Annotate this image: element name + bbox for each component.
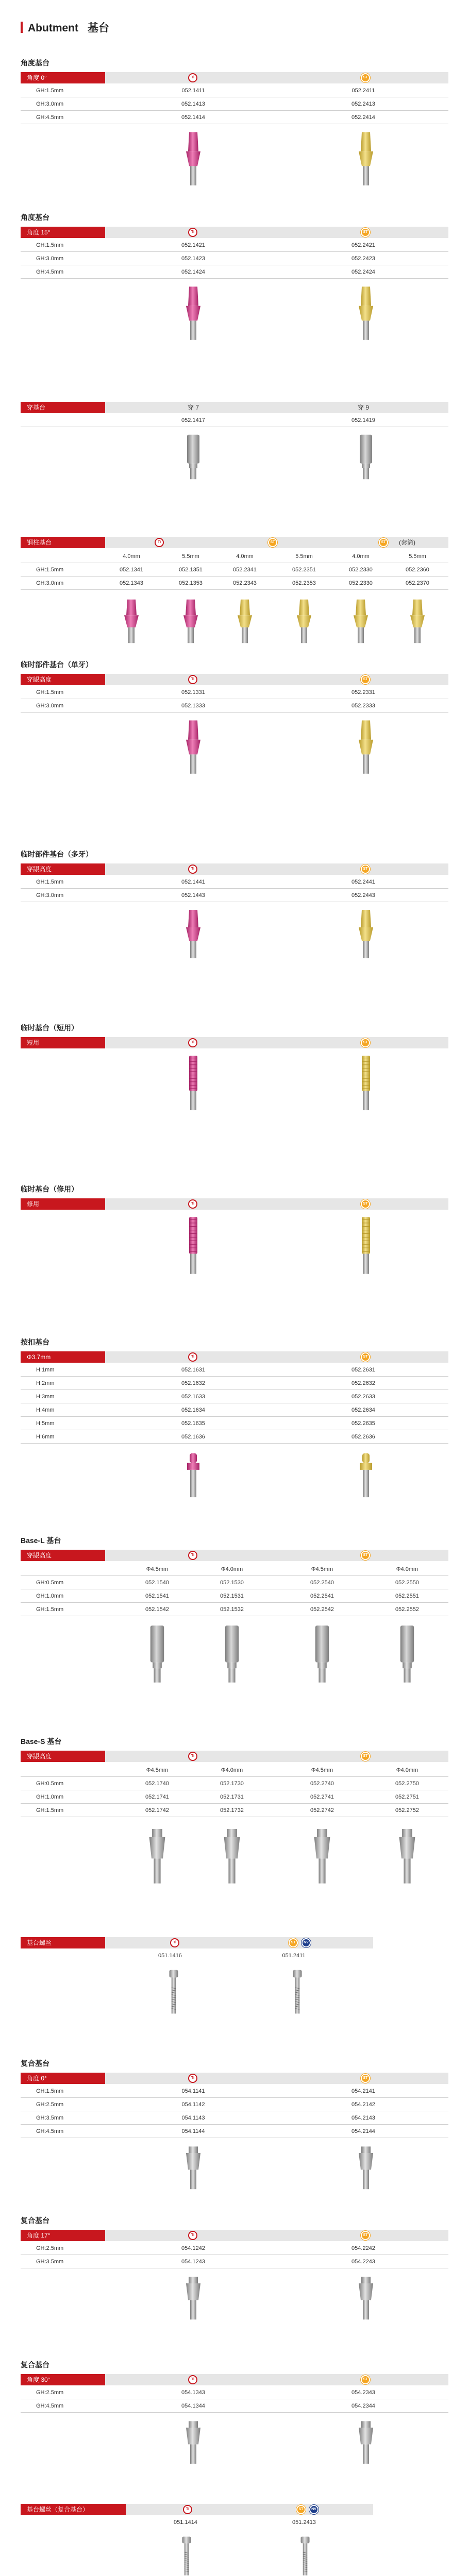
header-strip bbox=[105, 1351, 448, 1363]
st-material-badge: ST bbox=[361, 2231, 370, 2240]
angle-part-image bbox=[234, 598, 255, 644]
row-divider bbox=[21, 1376, 448, 1377]
header-accent-bar bbox=[21, 22, 23, 33]
part-number: 052.1441 bbox=[181, 879, 205, 885]
section-label: 角度 17° bbox=[21, 2230, 105, 2241]
column-header: 5.5mm bbox=[409, 553, 426, 560]
row-label: GH:2.5mm bbox=[36, 2245, 64, 2251]
screw-part-image bbox=[178, 2536, 195, 2576]
row-label: GH:1.5mm bbox=[36, 2088, 64, 2094]
cyl-part-image bbox=[356, 434, 376, 480]
section-title: 按扣基台 bbox=[21, 1338, 49, 1346]
part-number: 052.1333 bbox=[181, 703, 205, 709]
part-number: 052.2634 bbox=[351, 1407, 375, 1413]
header-strip bbox=[105, 1751, 448, 1762]
part-number: 052.2742 bbox=[310, 1807, 334, 1814]
header-strip bbox=[105, 1198, 448, 1210]
part-number: 054.1142 bbox=[181, 2102, 205, 2108]
column-header: Φ4.0mm bbox=[221, 1767, 243, 1773]
section-label: 穿龈高度 bbox=[21, 1550, 105, 1561]
part-number: 054.2142 bbox=[351, 2102, 375, 2108]
row-label: H:4mm bbox=[36, 1407, 55, 1413]
part-number: 052.2351 bbox=[292, 567, 316, 573]
row-label-header bbox=[36, 554, 59, 562]
nv-material-badge: NV bbox=[309, 2505, 319, 2514]
angle-part-image bbox=[356, 908, 376, 959]
part-number: 052.1343 bbox=[120, 580, 143, 586]
column-header: Φ4.0mm bbox=[396, 1767, 418, 1773]
page-header bbox=[21, 20, 109, 35]
part-number: 052.1532 bbox=[220, 1606, 244, 1613]
row-label: GH:1.5mm bbox=[36, 1606, 64, 1613]
cyl-part-image bbox=[311, 1624, 333, 1684]
row-label: GH:0.5mm bbox=[36, 1781, 64, 1787]
section-title: 角度基台 bbox=[21, 213, 49, 222]
part-number: 052.1443 bbox=[181, 892, 205, 899]
part-number: 052.2330 bbox=[349, 567, 373, 573]
row-divider bbox=[21, 712, 448, 713]
part-number: 052.1732 bbox=[220, 1807, 244, 1814]
row-divider bbox=[21, 1803, 448, 1804]
section-label: 基台螺丝（复合基台） bbox=[21, 2504, 126, 2515]
part-number: 054.2242 bbox=[351, 2245, 375, 2251]
part-number: 052.2633 bbox=[351, 1394, 375, 1400]
header-strip bbox=[126, 2504, 373, 2515]
ti-material-badge: Ti bbox=[170, 1938, 179, 1947]
part-number: 052.2551 bbox=[395, 1593, 419, 1599]
part-number: 054.2343 bbox=[351, 2389, 375, 2396]
column-header: Φ4.5mm bbox=[311, 1566, 333, 1572]
part-number: 051.1414 bbox=[174, 2519, 197, 2526]
part-number: 052.2370 bbox=[406, 580, 429, 586]
post-part-image bbox=[183, 1055, 204, 1111]
ti-material-badge: Ti bbox=[188, 1038, 197, 1047]
part-number: 054.1144 bbox=[181, 2128, 205, 2134]
section-title: 临时部件基台（多牙） bbox=[21, 850, 93, 858]
row-label: GH:3.0mm bbox=[36, 101, 64, 107]
row-label: GH:3.0mm bbox=[36, 892, 64, 899]
row-label: GH:1.0mm bbox=[36, 1794, 64, 1800]
ti-material-badge: Ti bbox=[188, 865, 197, 874]
part-number: 051.1416 bbox=[158, 1953, 182, 1959]
part-number: 052.2541 bbox=[310, 1593, 334, 1599]
header-strip bbox=[105, 2230, 448, 2241]
multi-part-image bbox=[396, 1825, 418, 1885]
row-label: GH:2.5mm bbox=[36, 2102, 64, 2108]
ti-material-badge: Ti bbox=[188, 2074, 197, 2083]
st-material-badge: ST bbox=[379, 538, 388, 547]
part-number: 054.2141 bbox=[351, 2088, 375, 2094]
angle-part-image bbox=[180, 598, 201, 644]
part-number: 051.2413 bbox=[292, 2519, 316, 2526]
column-header: Φ4.5mm bbox=[146, 1767, 169, 1773]
section-label: 钢柱基台 bbox=[21, 537, 105, 548]
part-number: 052.2333 bbox=[351, 703, 375, 709]
part-number: 054.1141 bbox=[181, 2088, 205, 2094]
header-strip bbox=[105, 72, 448, 83]
section-label: 修用 bbox=[21, 1198, 105, 1210]
header-strip bbox=[105, 227, 448, 238]
multi-part-image bbox=[183, 2144, 204, 2190]
multi-part-image bbox=[146, 1825, 169, 1885]
section-title: Base-S 基台 bbox=[21, 1737, 62, 1745]
part-number: 052.1740 bbox=[145, 1781, 169, 1787]
ti-material-badge: Ti bbox=[188, 228, 197, 237]
part-number: 052.2751 bbox=[395, 1794, 419, 1800]
part-number: 052.2414 bbox=[351, 114, 375, 121]
ti-material-badge: Ti bbox=[188, 2231, 197, 2240]
post-part-image bbox=[183, 1216, 204, 1275]
column-header: Φ4.5mm bbox=[146, 1566, 169, 1572]
part-number: 054.1343 bbox=[181, 2389, 205, 2396]
row-label: GH:1.0mm bbox=[36, 1593, 64, 1599]
section-title: 复合基台 bbox=[21, 2216, 49, 2225]
part-number: 054.1143 bbox=[181, 2115, 205, 2121]
part-number: 052.1631 bbox=[181, 1367, 205, 1373]
st-material-badge: ST bbox=[361, 1038, 370, 1047]
part-number: 052.1414 bbox=[181, 114, 205, 121]
st-material-badge: ST bbox=[268, 538, 277, 547]
row-label: H:2mm bbox=[36, 1380, 55, 1386]
nv-material-badge: NV bbox=[301, 1938, 311, 1947]
part-number: 052.1635 bbox=[181, 1420, 205, 1427]
row-label: GH:0.5mm bbox=[36, 1580, 64, 1586]
part-number: 052.1742 bbox=[145, 1807, 169, 1814]
part-number: 052.1331 bbox=[181, 689, 205, 696]
part-number: 052.2550 bbox=[395, 1580, 419, 1586]
column-header: (套筒) bbox=[399, 539, 415, 546]
part-number: 052.1423 bbox=[181, 256, 205, 262]
cyl-part-image bbox=[146, 1624, 169, 1684]
multi-part-image bbox=[356, 2144, 376, 2190]
part-number: 052.2631 bbox=[351, 1367, 375, 1373]
row-divider bbox=[21, 1575, 448, 1576]
part-number: 052.2741 bbox=[310, 1794, 334, 1800]
post-part-image bbox=[356, 1055, 376, 1111]
part-number: 052.2343 bbox=[233, 580, 257, 586]
ti-material-badge: Ti bbox=[188, 1752, 197, 1761]
section-label: 短用 bbox=[21, 1037, 105, 1048]
part-number: 054.2243 bbox=[351, 2259, 375, 2265]
part-number: 054.2344 bbox=[351, 2403, 375, 2409]
st-material-badge: ST bbox=[361, 675, 370, 684]
cyl-part-image bbox=[221, 1624, 243, 1684]
row-divider bbox=[21, 1443, 448, 1444]
row-label: H:6mm bbox=[36, 1434, 55, 1440]
row-label: GH:1.5mm bbox=[36, 879, 64, 885]
part-number: 052.2423 bbox=[351, 256, 375, 262]
multi-part-image bbox=[183, 2274, 204, 2320]
angle-part-image bbox=[183, 908, 204, 959]
part-number: 052.2636 bbox=[351, 1434, 375, 1440]
part-number: 052.2341 bbox=[233, 567, 257, 573]
column-header: 4.0mm bbox=[236, 553, 254, 560]
ti-material-badge: Ti bbox=[188, 73, 197, 82]
st-material-badge: ST bbox=[361, 73, 370, 82]
row-label: GH:4.5mm bbox=[36, 114, 64, 121]
row-label: H:5mm bbox=[36, 1420, 55, 1427]
section-label: 穿龈高度 bbox=[21, 1751, 105, 1762]
section-label: 穿龈高度 bbox=[21, 674, 105, 685]
part-number: 052.1417 bbox=[181, 417, 205, 423]
row-label: GH:3.5mm bbox=[36, 2115, 64, 2121]
part-number: 052.1741 bbox=[145, 1794, 169, 1800]
part-number: 052.2353 bbox=[292, 580, 316, 586]
part-number: 054.1344 bbox=[181, 2403, 205, 2409]
section-title: 角度基台 bbox=[21, 59, 49, 67]
row-divider bbox=[21, 1389, 448, 1390]
cyl-part-image bbox=[396, 1624, 418, 1684]
row-divider bbox=[21, 1416, 448, 1417]
section-label: 角度 30° bbox=[21, 2374, 105, 2385]
section-title: 复合基台 bbox=[21, 2059, 49, 2067]
section-label: 基台螺丝 bbox=[21, 1937, 105, 1948]
row-label: GH:4.5mm bbox=[36, 269, 64, 275]
angle-part-image bbox=[407, 598, 428, 644]
st-material-badge: ST bbox=[296, 2505, 306, 2514]
multi-part-image bbox=[356, 2274, 376, 2320]
column-header: 穿 9 bbox=[357, 404, 369, 411]
part-number: 052.2421 bbox=[351, 242, 375, 248]
part-number: 052.1634 bbox=[181, 1407, 205, 1413]
st-material-badge: ST bbox=[361, 1199, 370, 1209]
part-number: 054.1243 bbox=[181, 2259, 205, 2265]
part-number: 052.1531 bbox=[220, 1593, 244, 1599]
row-divider bbox=[21, 589, 448, 590]
row-label: GH:4.5mm bbox=[36, 2403, 64, 2409]
header-strip bbox=[105, 1550, 448, 1561]
part-number: 052.1424 bbox=[181, 269, 205, 275]
angle-part-image bbox=[121, 598, 142, 644]
header-strip bbox=[105, 2374, 448, 2385]
row-label: GH:1.5mm bbox=[36, 88, 64, 94]
part-number: 052.1541 bbox=[145, 1593, 169, 1599]
row-divider bbox=[21, 2097, 448, 2098]
column-header: 5.5mm bbox=[295, 553, 313, 560]
part-number: 052.2740 bbox=[310, 1781, 334, 1787]
section-title: 临时基台（修用） bbox=[21, 1185, 78, 1193]
post-part-image bbox=[356, 1216, 376, 1275]
ti-material-badge: Ti bbox=[188, 2375, 197, 2384]
part-number: 052.2540 bbox=[310, 1580, 334, 1586]
part-number: 052.2443 bbox=[351, 892, 375, 899]
column-header: 4.0mm bbox=[352, 553, 370, 560]
part-number: 052.1421 bbox=[181, 242, 205, 248]
snap-part-image bbox=[183, 1449, 204, 1498]
part-number: 052.2441 bbox=[351, 879, 375, 885]
header-strip bbox=[105, 1937, 373, 1948]
column-header: Φ4.0mm bbox=[221, 1566, 243, 1572]
angle-part-image bbox=[356, 130, 376, 187]
st-material-badge: ST bbox=[361, 865, 370, 874]
st-material-badge: ST bbox=[361, 1352, 370, 1362]
part-number: 052.2635 bbox=[351, 1420, 375, 1427]
row-divider bbox=[21, 1776, 448, 1777]
header-en: Abutment bbox=[28, 22, 78, 34]
row-divider bbox=[21, 251, 448, 252]
multi-part-image bbox=[183, 2418, 204, 2465]
part-number: 054.2143 bbox=[351, 2115, 375, 2121]
header-cn: 基台 bbox=[88, 22, 109, 34]
cyl-part-image bbox=[183, 434, 204, 480]
row-label: GH:2.5mm bbox=[36, 2389, 64, 2396]
st-material-badge: ST bbox=[361, 2074, 370, 2083]
row-divider bbox=[21, 576, 448, 577]
st-material-badge: ST bbox=[361, 228, 370, 237]
header-strip bbox=[105, 2073, 448, 2084]
section-title: 临时部件基台（单牙） bbox=[21, 660, 93, 669]
part-number: 052.2424 bbox=[351, 269, 375, 275]
ti-material-badge: Ti bbox=[155, 538, 164, 547]
st-material-badge: ST bbox=[361, 1551, 370, 1560]
ti-material-badge: Ti bbox=[183, 2505, 192, 2514]
part-number: 051.2411 bbox=[282, 1953, 306, 1959]
section-title: 临时基台（短用） bbox=[21, 1024, 78, 1032]
part-number: 052.1636 bbox=[181, 1434, 205, 1440]
angle-part-image bbox=[350, 598, 371, 644]
angle-part-image bbox=[183, 130, 204, 187]
screw-part-image bbox=[296, 2536, 314, 2576]
part-number: 052.1341 bbox=[120, 567, 143, 573]
row-label: GH:1.5mm bbox=[36, 567, 64, 573]
section-label: 角度 15° bbox=[21, 227, 105, 238]
part-number: 052.2413 bbox=[351, 101, 375, 107]
part-number: 052.2750 bbox=[395, 1781, 419, 1787]
section-title: 复合基台 bbox=[21, 2361, 49, 2369]
part-number: 052.2331 bbox=[351, 689, 375, 696]
section-label: 穿龈高度 bbox=[21, 863, 105, 875]
ti-material-badge: Ti bbox=[188, 1551, 197, 1560]
row-divider bbox=[21, 2124, 448, 2125]
section-label: Φ3.7mm bbox=[21, 1351, 105, 1363]
st-material-badge: ST bbox=[289, 1938, 298, 1947]
row-divider bbox=[21, 278, 448, 279]
column-header: 4.0mm bbox=[123, 553, 140, 560]
row-label: H:3mm bbox=[36, 1394, 55, 1400]
angle-part-image bbox=[356, 718, 376, 775]
snap-part-image bbox=[356, 1449, 376, 1498]
part-number: 052.2542 bbox=[310, 1606, 334, 1613]
row-label: GH:3.0mm bbox=[36, 256, 64, 262]
part-number: 052.1353 bbox=[179, 580, 203, 586]
part-number: 052.1632 bbox=[181, 1380, 205, 1386]
ti-material-badge: Ti bbox=[188, 1199, 197, 1209]
row-divider bbox=[21, 1602, 448, 1603]
row-divider bbox=[21, 888, 448, 889]
part-number: 052.1419 bbox=[351, 417, 375, 423]
column-header: 5.5mm bbox=[182, 553, 199, 560]
row-label: GH:3.0mm bbox=[36, 580, 64, 586]
header-strip bbox=[105, 1037, 448, 1048]
section-label: 角度 0° bbox=[21, 2073, 105, 2084]
header-strip bbox=[105, 863, 448, 875]
angle-part-image bbox=[183, 718, 204, 775]
section-label: 角度 0° bbox=[21, 72, 105, 83]
st-material-badge: ST bbox=[361, 2375, 370, 2384]
screw-part-image bbox=[165, 1969, 182, 2015]
part-number: 052.1540 bbox=[145, 1580, 169, 1586]
part-number: 052.1530 bbox=[220, 1580, 244, 1586]
ti-material-badge: Ti bbox=[188, 675, 197, 684]
row-divider bbox=[21, 2412, 448, 2413]
row-label: GH:1.5mm bbox=[36, 242, 64, 248]
part-number: 052.1411 bbox=[181, 88, 205, 94]
multi-part-image bbox=[311, 1825, 333, 1885]
part-number: 052.1633 bbox=[181, 1394, 205, 1400]
header-strip bbox=[105, 674, 448, 685]
angle-part-image bbox=[356, 284, 376, 341]
row-label: GH:3.0mm bbox=[36, 703, 64, 709]
column-header: Φ4.5mm bbox=[311, 1767, 333, 1773]
multi-part-image bbox=[221, 1825, 243, 1885]
part-number: 052.1731 bbox=[220, 1794, 244, 1800]
screw-part-image bbox=[289, 1969, 306, 2015]
part-number: 052.2330 bbox=[349, 580, 373, 586]
angle-part-image bbox=[183, 284, 204, 341]
part-number: 052.1413 bbox=[181, 101, 205, 107]
part-number: 052.1542 bbox=[145, 1606, 169, 1613]
st-material-badge: ST bbox=[361, 1752, 370, 1761]
row-label: GH:4.5mm bbox=[36, 2128, 64, 2134]
part-number: 054.1242 bbox=[181, 2245, 205, 2251]
row-label: H:1mm bbox=[36, 1367, 55, 1373]
part-number: 052.1351 bbox=[179, 567, 203, 573]
section-label: 穿基台 bbox=[21, 402, 105, 413]
row-label: GH:3.5mm bbox=[36, 2259, 64, 2265]
part-number: 052.2552 bbox=[395, 1606, 419, 1613]
part-number: 054.2144 bbox=[351, 2128, 375, 2134]
column-header: 穿 7 bbox=[187, 404, 199, 411]
row-label: GH:1.5mm bbox=[36, 689, 64, 696]
row-divider bbox=[21, 110, 448, 111]
part-number: 052.2632 bbox=[351, 1380, 375, 1386]
part-number: 052.1730 bbox=[220, 1781, 244, 1787]
multi-part-image bbox=[356, 2418, 376, 2465]
row-label: GH:1.5mm bbox=[36, 1807, 64, 1814]
part-number: 052.2752 bbox=[395, 1807, 419, 1814]
column-header: Φ4.0mm bbox=[396, 1566, 418, 1572]
part-number: 052.2360 bbox=[406, 567, 429, 573]
part-number: 052.2411 bbox=[351, 88, 375, 94]
section-title: Base-L 基台 bbox=[21, 1536, 61, 1545]
ti-material-badge: Ti bbox=[188, 1352, 197, 1362]
angle-part-image bbox=[294, 598, 314, 644]
